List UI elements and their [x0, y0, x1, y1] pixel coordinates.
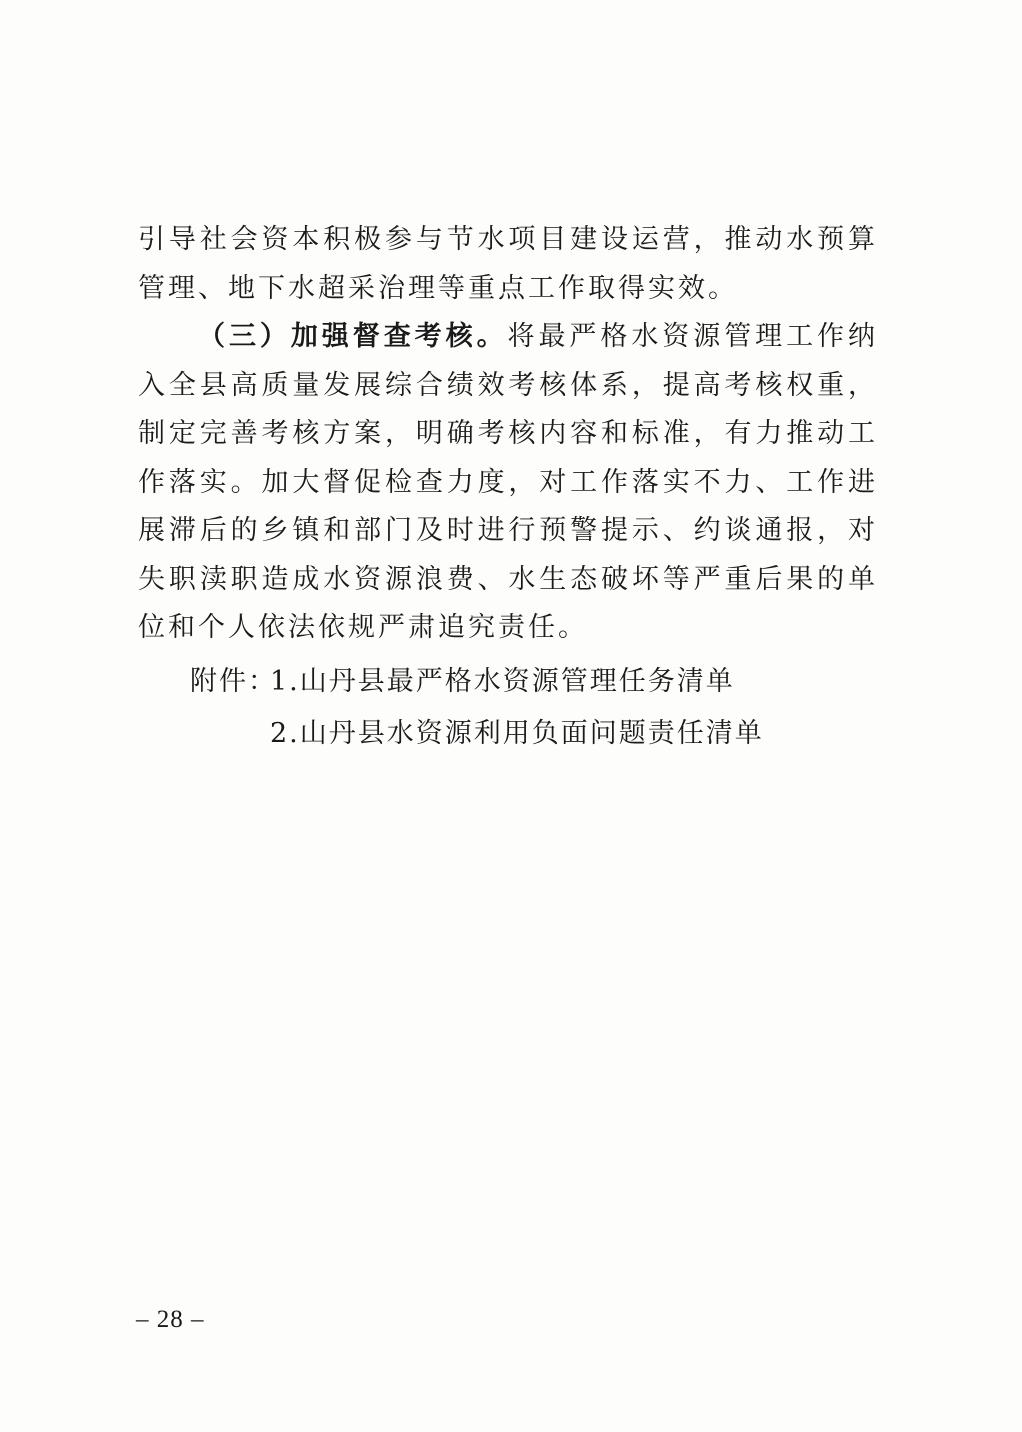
attachments-label-spacer — [190, 708, 270, 760]
body-text — [138, 216, 878, 653]
attachment-item: 1.山丹县最严格水资源管理任务清单 — [270, 666, 735, 697]
paragraph-text: 将最严格水资源管理工作纳入全县高质量发展综合绩效考核体系，提高考核权重，制定完善考核方案，明确考核内容和标准，有力推动工作落实。加大督促检查力度，对工作落实不力、工作进展滞后的乡镇和部门及时进行预警提示、约谈通报，对失职渎职造成水资源浪费、水生态破坏等严重后果的单位和个人依法依规严肃追究责任。 — [138, 321, 879, 643]
attachment-item: 2.山丹县水资源利用负面问题责任清单 — [270, 718, 764, 749]
paragraph-continuation — [138, 216, 878, 313]
attachments-list — [190, 656, 764, 760]
section-heading: （三）加强督查考核。 — [198, 321, 508, 352]
page-number: – 28 – — [136, 1306, 205, 1333]
attachment-row — [190, 656, 764, 708]
attachment-row — [190, 708, 764, 760]
paragraph-text: 引导社会资本积极参与节水项目建设运营，推动水预算管理、地下水超采治理等重点工作取得实效。 — [138, 224, 878, 304]
paragraph-supervision — [138, 313, 878, 653]
attachments-label: 附件： — [190, 666, 277, 697]
